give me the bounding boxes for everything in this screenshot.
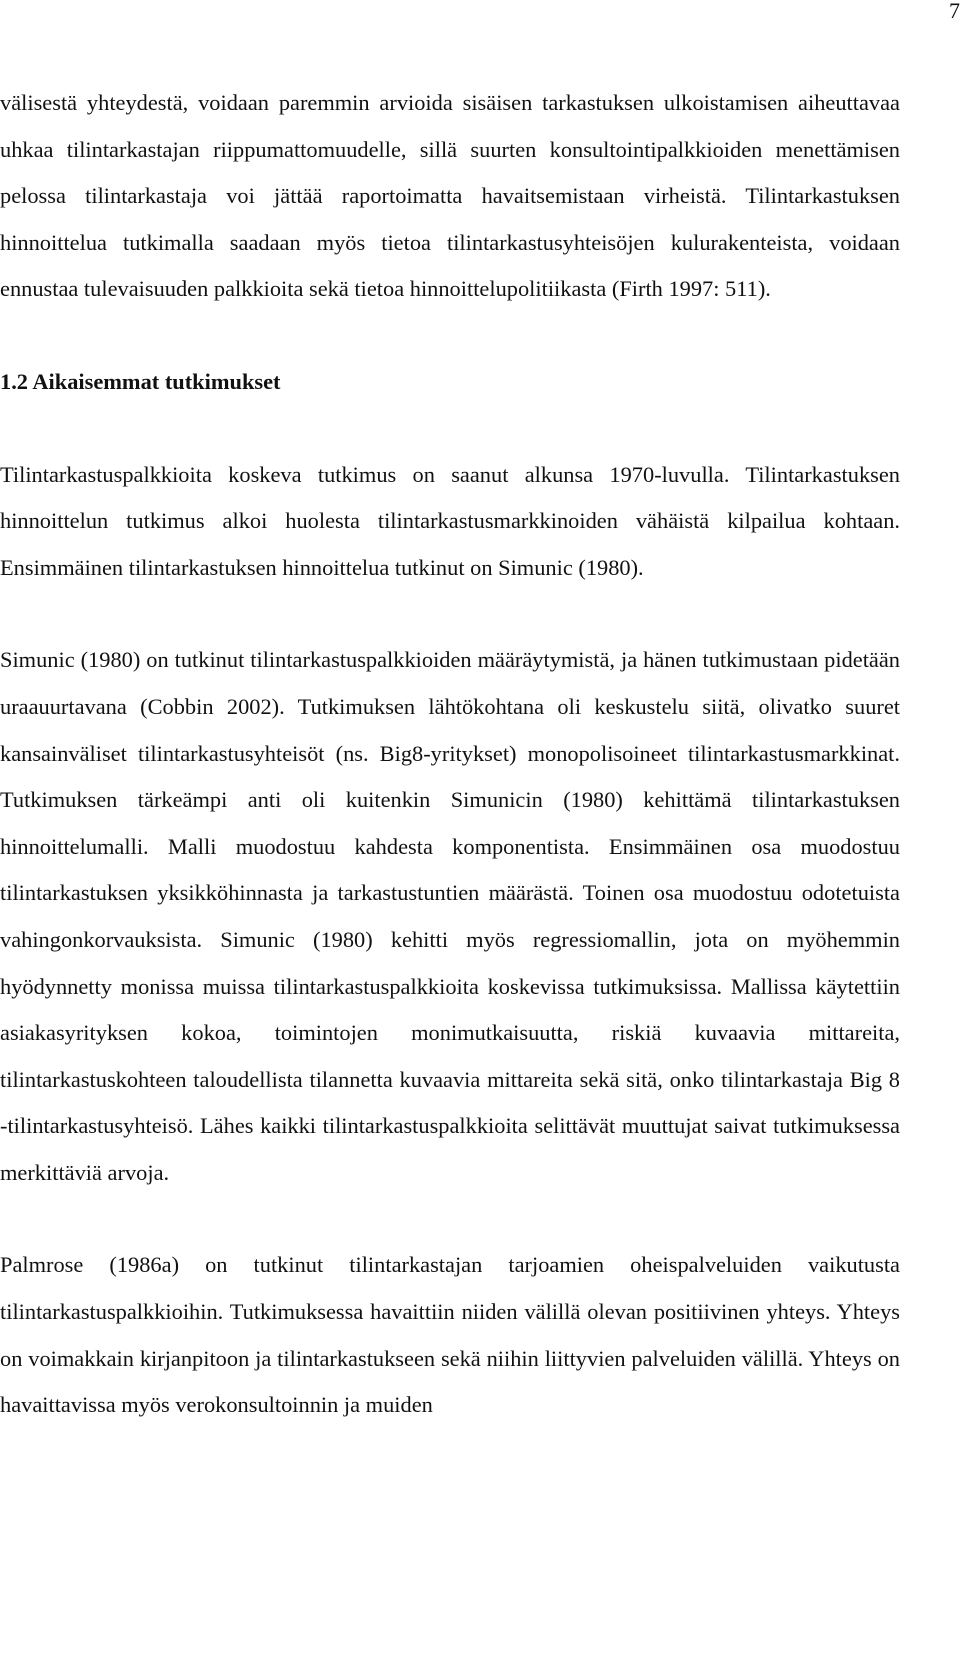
document-body <box>0 80 900 1429</box>
spacer <box>0 406 900 452</box>
spacer <box>0 591 900 637</box>
paragraph-simunic: Simunic (1980) on tutkinut tilintarkastuspalkkioiden määräytymistä, ja hänen tutkimustaan pidetään uraauurtavana (Cobbin 2002). Tutkimuksen lähtökohtana oli keskustelu siitä, olivatko suuret kansainväliset tilintarkastusyhteisöt (ns. Big8-yritykset) monopolisoineet tilintarkastusmarkkinat. Tutkimuksen tärkeämpi anti oli kuitenkin Simunicin (1980) kehittämä tilintarkastuksen hinnoittelumalli. Malli muodostuu kahdesta komponentista. Ensimmäinen osa muodostuu tilintarkastuksen yksikköhinnasta ja tarkastustuntien määrästä. Toinen osa muodostuu odotetuista vahingonkorvauksista. Simunic (1980) kehitti myös regressiomallin, jota on myöhemmin hyödynnetty monissa muissa tilintarkastuspalkkioita koskevissa tutkimuksissa. Mallissa käytettiin asiakasyrityksen kokoa, toimintojen monimutkaisuutta, riskiä kuvaavia mittareita, tilintarkastuskohteen taloudellista tilannetta kuvaavia mittareita sekä sitä, onko tilintarkastaja Big 8 -tilintarkastusyhteisö. Lähes kaikki tilintarkastuspalkkioita selittävät muuttujat saivat tutkimuksessa merkittäviä arvoja. <box>0 647 900 1185</box>
spacer <box>0 1196 900 1242</box>
paragraph-research-origin: Tilintarkastuspalkkioita koskeva tutkimus on saanut alkunsa 1970-luvulla. Tilintarkastuksen hinnoittelun tutkimus alkoi huolesta tilintarkastusmarkkinoiden vähäistä kilpailua kohtaan. Ensimmäinen tilintarkastuksen hinnoittelua tutkinut on Simunic (1980). <box>0 461 900 580</box>
section-heading: 1.2 Aikaisemmat tutkimukset <box>0 368 281 394</box>
paragraph-intro-continuation: välisestä yhteydestä, voidaan paremmin arvioida sisäisen tarkastuksen ulkoistamisen aiheuttavaa uhkaa tilintarkastajan riippumattomuudelle, sillä suurten konsultointipalkkioiden menettämisen pelossa tilintarkastaja voi jättää raportoimatta havaitsemistaan virheistä. Tilintarkastuksen hinnoittelua tutkimalla saadaan myös tietoa tilintarkastusyhteisöjen kulurakenteista, voidaan ennustaa tulevaisuuden palkkioita sekä tietoa hinnoittelupolitiikasta (Firth 1997: 511). <box>0 90 900 302</box>
spacer <box>0 313 900 359</box>
paragraph-palmrose: Palmrose (1986a) on tutkinut tilintarkastajan tarjoamien oheispalveluiden vaikutusta tilintarkastuspalkkioihin. Tutkimuksessa havaittiin niiden välillä olevan positiivinen yhteys. Yhteys on voimakkain kirjanpitoon ja tilintarkastukseen sekä niihin liittyvien palveluiden välillä. Yhteys on havaittavissa myös verokonsultoinnin ja muiden <box>0 1252 900 1418</box>
page-number: 7 <box>949 0 960 23</box>
